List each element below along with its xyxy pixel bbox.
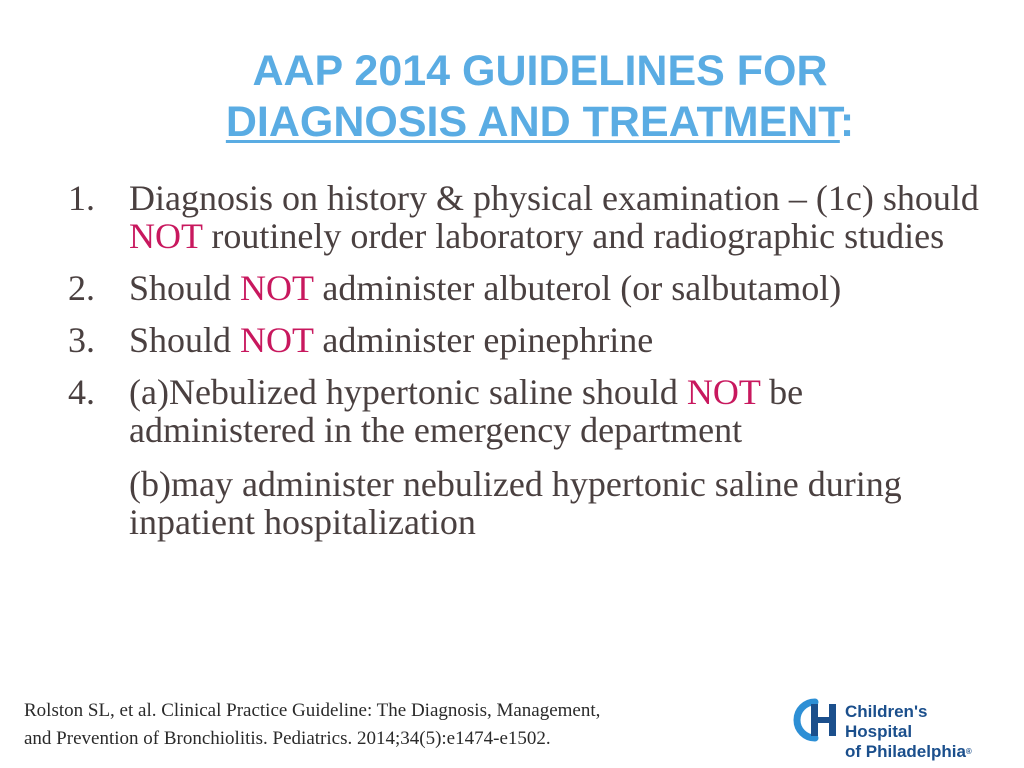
list-item bbox=[68, 321, 988, 359]
item-text-after: administer epinephrine bbox=[313, 320, 654, 360]
item-sub-point: (b)may administer nebulized hypertonic saline during inpatient hospitalization bbox=[129, 464, 902, 542]
guideline-list bbox=[68, 179, 988, 555]
logo-line-2 bbox=[845, 742, 993, 762]
title-line-2 bbox=[150, 97, 930, 148]
item-text-before: Should bbox=[129, 268, 241, 308]
title-colon: : bbox=[839, 98, 855, 146]
title-line-2-text: DIAGNOSIS AND TREATMENT bbox=[225, 98, 840, 146]
citation bbox=[24, 697, 784, 753]
trademark-mark: ® bbox=[965, 747, 972, 756]
logo-line-2-text: of Philadelphia bbox=[845, 742, 966, 761]
chop-logo bbox=[793, 694, 993, 761]
list-item bbox=[68, 179, 988, 255]
title-line-1: AAP 2014 GUIDELINES FOR bbox=[252, 47, 828, 95]
item-not-highlight: NOT bbox=[240, 320, 314, 360]
citation-line-2: and Prevention of Bronchiolitis. Pediatrics. 2014;34(5):e1474-e1502. bbox=[24, 728, 551, 749]
citation-line-1: Rolston SL, et al. Clinical Practice Guideline: The Diagnosis, Management, bbox=[24, 700, 601, 721]
item-text-after: administer albuterol (or salbutamol) bbox=[313, 268, 842, 308]
item-text-before: (a)Nebulized hypertonic saline should bbox=[129, 372, 687, 412]
list-item bbox=[68, 269, 988, 307]
item-text-after: be administered in the emergency department bbox=[129, 372, 804, 450]
item-number: 2. bbox=[68, 268, 95, 308]
slide-title bbox=[150, 46, 930, 148]
item-text-before: Diagnosis on history & physical examination – (1c) should bbox=[129, 178, 979, 218]
item-number: 1. bbox=[68, 178, 95, 218]
item-number: 3. bbox=[68, 320, 95, 360]
item-not-highlight: NOT bbox=[240, 268, 314, 308]
logo-text bbox=[845, 702, 993, 762]
chop-logo-icon bbox=[793, 694, 841, 746]
item-text-after: routinely order laboratory and radiographic studies bbox=[202, 216, 945, 256]
logo-line-1: Children's Hospital bbox=[845, 702, 928, 741]
item-text-before: Should bbox=[129, 320, 241, 360]
item-not-highlight: NOT bbox=[686, 372, 761, 412]
list-item bbox=[68, 373, 988, 541]
item-number: 4. bbox=[68, 372, 95, 412]
item-not-highlight: NOT bbox=[129, 216, 203, 256]
